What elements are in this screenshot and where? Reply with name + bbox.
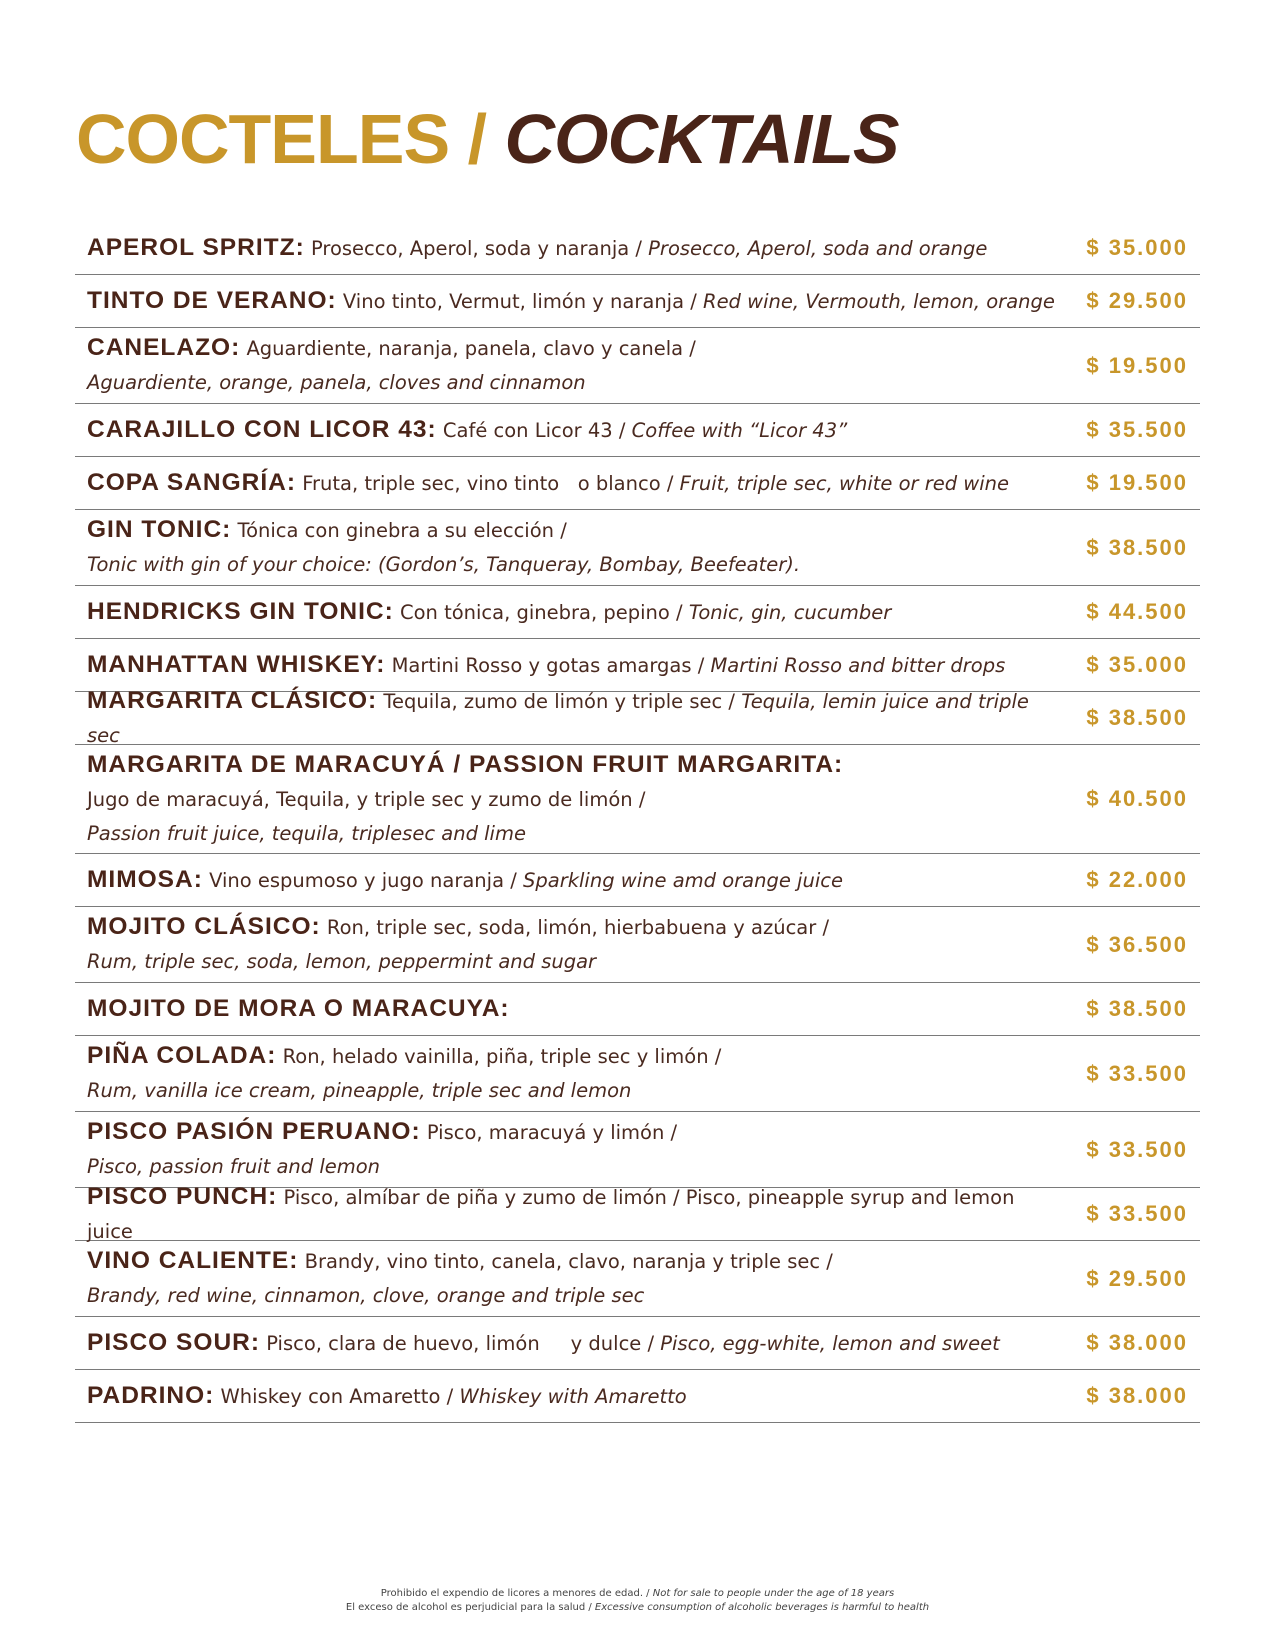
item-description-en: Fruit, triple sec, white or red wine <box>679 471 1010 495</box>
item-description-en: Sparkling wine amd orange juice <box>523 868 843 892</box>
item-price: $ 35.500 <box>1086 417 1188 442</box>
title-english: COCKTAILS <box>504 100 899 178</box>
menu-item <box>75 1370 1200 1423</box>
item-name: PADRINO: <box>87 1381 215 1409</box>
menu-item <box>75 222 1200 275</box>
footer-text-es: Prohibido el expendio de licores a menores de edad. / <box>380 1588 653 1599</box>
menu-item <box>75 457 1200 510</box>
item-description-en: Red wine, Vermouth, lemon, orange <box>703 289 1055 313</box>
menu-item <box>75 404 1200 457</box>
item-description-en: Martini Rosso and bitter drops <box>710 653 1006 677</box>
item-description-es: Con tónica, ginebra, pepino / <box>399 600 689 624</box>
menu-item <box>75 510 1200 586</box>
title-separator: / <box>467 100 487 178</box>
item-description-en: Tonic, gin, cucumber <box>688 600 892 624</box>
menu-item <box>75 1182 1200 1243</box>
item-description-es: Ron, helado vainilla, piña, triple sec y limón / <box>282 1045 722 1068</box>
title-spanish: COCTELES <box>76 100 450 178</box>
item-price: $ 35.000 <box>1086 652 1188 677</box>
menu-item <box>75 586 1200 639</box>
item-description-es: Whiskey con Amaretto / <box>220 1384 460 1408</box>
item-description-es: Vino tinto, Vermut, limón y naranja / <box>342 289 704 313</box>
item-name: PIÑA COLADA: <box>87 1042 277 1069</box>
item-price: $ 19.500 <box>1086 470 1188 495</box>
menu-item <box>75 1036 1200 1112</box>
item-description-en: Tonic with gin of your choice: (Gordon’s, Tanqueray, Bombay, Beefeater). <box>87 553 801 576</box>
item-price: $ 38.500 <box>1086 705 1188 730</box>
item-price: $ 35.000 <box>1086 235 1188 260</box>
item-price: $ 22.000 <box>1086 867 1188 892</box>
menu-item <box>75 907 1200 983</box>
item-price: $ 38.500 <box>1086 534 1188 560</box>
footer-text-en: Excessive consumption of alcoholic beverages is harmful to health <box>594 1602 930 1613</box>
item-name: MOJITO CLÁSICO: <box>87 913 321 940</box>
item-description-es: Prosecco, Aperol, soda y naranja / <box>310 236 649 260</box>
item-description-en: Pisco, passion fruit and lemon <box>87 1155 381 1178</box>
item-description-en: Brandy, red wine, cinnamon, clove, orange and triple sec <box>87 1284 645 1307</box>
cocktail-menu <box>75 222 1200 1423</box>
item-price: $ 29.500 <box>1086 1265 1188 1291</box>
item-description-es: Jugo de maracuyá, Tequila, y triple sec y zumo de limón / <box>87 787 646 811</box>
item-name: CANELAZO: <box>87 334 241 361</box>
item-description-en: Pisco, egg-white, lemon and sweet <box>660 1331 1000 1355</box>
item-name: MANHATTAN WHISKEY: <box>87 650 386 678</box>
item-description-en: Tequila, lemin juice and triple sec <box>87 689 1029 747</box>
menu-item <box>75 1112 1200 1188</box>
menu-item <box>75 275 1200 328</box>
legal-footer <box>0 1587 1275 1615</box>
item-price: $ 38.000 <box>1086 1330 1188 1355</box>
item-price: $ 29.500 <box>1086 288 1188 313</box>
item-price: $ 36.500 <box>1086 931 1188 957</box>
item-description-en: Coffee with “Licor 43” <box>631 418 848 442</box>
item-price: $ 33.500 <box>1086 1136 1188 1162</box>
item-description-en: Prosecco, Aperol, soda and orange <box>648 236 988 260</box>
item-description-en: Aguardiente, orange, panela, cloves and cinnamon <box>87 371 586 394</box>
menu-item <box>75 854 1200 907</box>
item-name: VINO CALIENTE: <box>87 1247 299 1274</box>
item-description-es: Vino espumoso y jugo naranja / <box>209 868 523 892</box>
menu-item <box>75 686 1200 747</box>
item-name: PISCO PUNCH: <box>87 1182 278 1210</box>
item-price: $ 40.500 <box>1086 786 1188 811</box>
item-description-en: Passion fruit juice, tequila, triplesec and lime <box>87 821 526 845</box>
item-price: $ 33.500 <box>1086 1060 1188 1086</box>
item-name: APEROL SPRITZ: <box>87 233 305 261</box>
item-description-es: Café con Licor 43 / <box>442 418 632 442</box>
footer-line-2 <box>0 1601 1275 1615</box>
item-description-es: Tequila, zumo de limón y triple sec / <box>383 689 742 713</box>
footer-text-es: El exceso de alcohol es perjudicial para la salud / <box>345 1602 595 1613</box>
item-name: COPA SANGRÍA: <box>87 468 296 496</box>
item-name: MOJITO DE MORA O MARACUYA: <box>87 994 510 1022</box>
menu-item <box>75 328 1200 404</box>
item-description-es: Aguardiente, naranja, panela, clavo y canela / <box>246 337 696 360</box>
item-name: MIMOSA: <box>87 865 203 893</box>
item-description-es: Tónica con ginebra a su elección / <box>237 519 567 542</box>
menu-item <box>75 745 1200 854</box>
item-description-es: Ron, triple sec, soda, limón, hierbabuena y azúcar / <box>326 916 830 939</box>
item-name: GIN TONIC: <box>87 516 232 543</box>
item-price: $ 19.500 <box>1086 352 1188 378</box>
item-description-es: Martini Rosso y gotas amargas / <box>391 653 711 677</box>
item-price: $ 38.000 <box>1086 1383 1188 1408</box>
item-description-es: Brandy, vino tinto, canela, clavo, naranja y triple sec / <box>304 1250 833 1273</box>
item-name: PISCO SOUR: <box>87 1328 260 1356</box>
menu-item <box>75 983 1200 1036</box>
item-description-en: Rum, triple sec, soda, lemon, peppermint and sugar <box>87 950 597 973</box>
footer-text-en: Not for sale to people under the age of 18 years <box>652 1588 895 1599</box>
page-title <box>76 100 899 178</box>
item-description-en: Rum, vanilla ice cream, pineapple, triple sec and lemon <box>87 1079 632 1102</box>
item-description-es: Pisco, almíbar de piña y zumo de limón / Pisco, pineapple syrup and lemon juice <box>87 1185 1015 1243</box>
footer-line-1 <box>0 1587 1275 1601</box>
item-name: TINTO DE VERANO: <box>87 286 337 314</box>
item-description-es: Fruta, triple sec, vino tinto o blanco / <box>302 471 680 495</box>
item-name: HENDRICKS GIN TONIC: <box>87 597 394 625</box>
item-description-en: Whiskey with Amaretto <box>459 1384 687 1408</box>
item-price: $ 38.500 <box>1086 996 1188 1021</box>
item-name: PISCO PASIÓN PERUANO: <box>87 1118 421 1145</box>
menu-item <box>75 1317 1200 1370</box>
item-name: MARGARITA DE MARACUYÁ / PASSION FRUIT MARGARITA: <box>87 750 844 778</box>
item-description-es: Pisco, maracuyá y limón / <box>426 1121 678 1144</box>
item-name: MARGARITA CLÁSICO: <box>87 686 378 714</box>
item-name: CARAJILLO CON LICOR 43: <box>87 415 437 443</box>
item-price: $ 33.500 <box>1086 1201 1188 1226</box>
item-description-es: Pisco, clara de huevo, limón y dulce / <box>266 1331 661 1355</box>
item-price: $ 44.500 <box>1086 599 1188 624</box>
menu-item <box>75 1241 1200 1317</box>
